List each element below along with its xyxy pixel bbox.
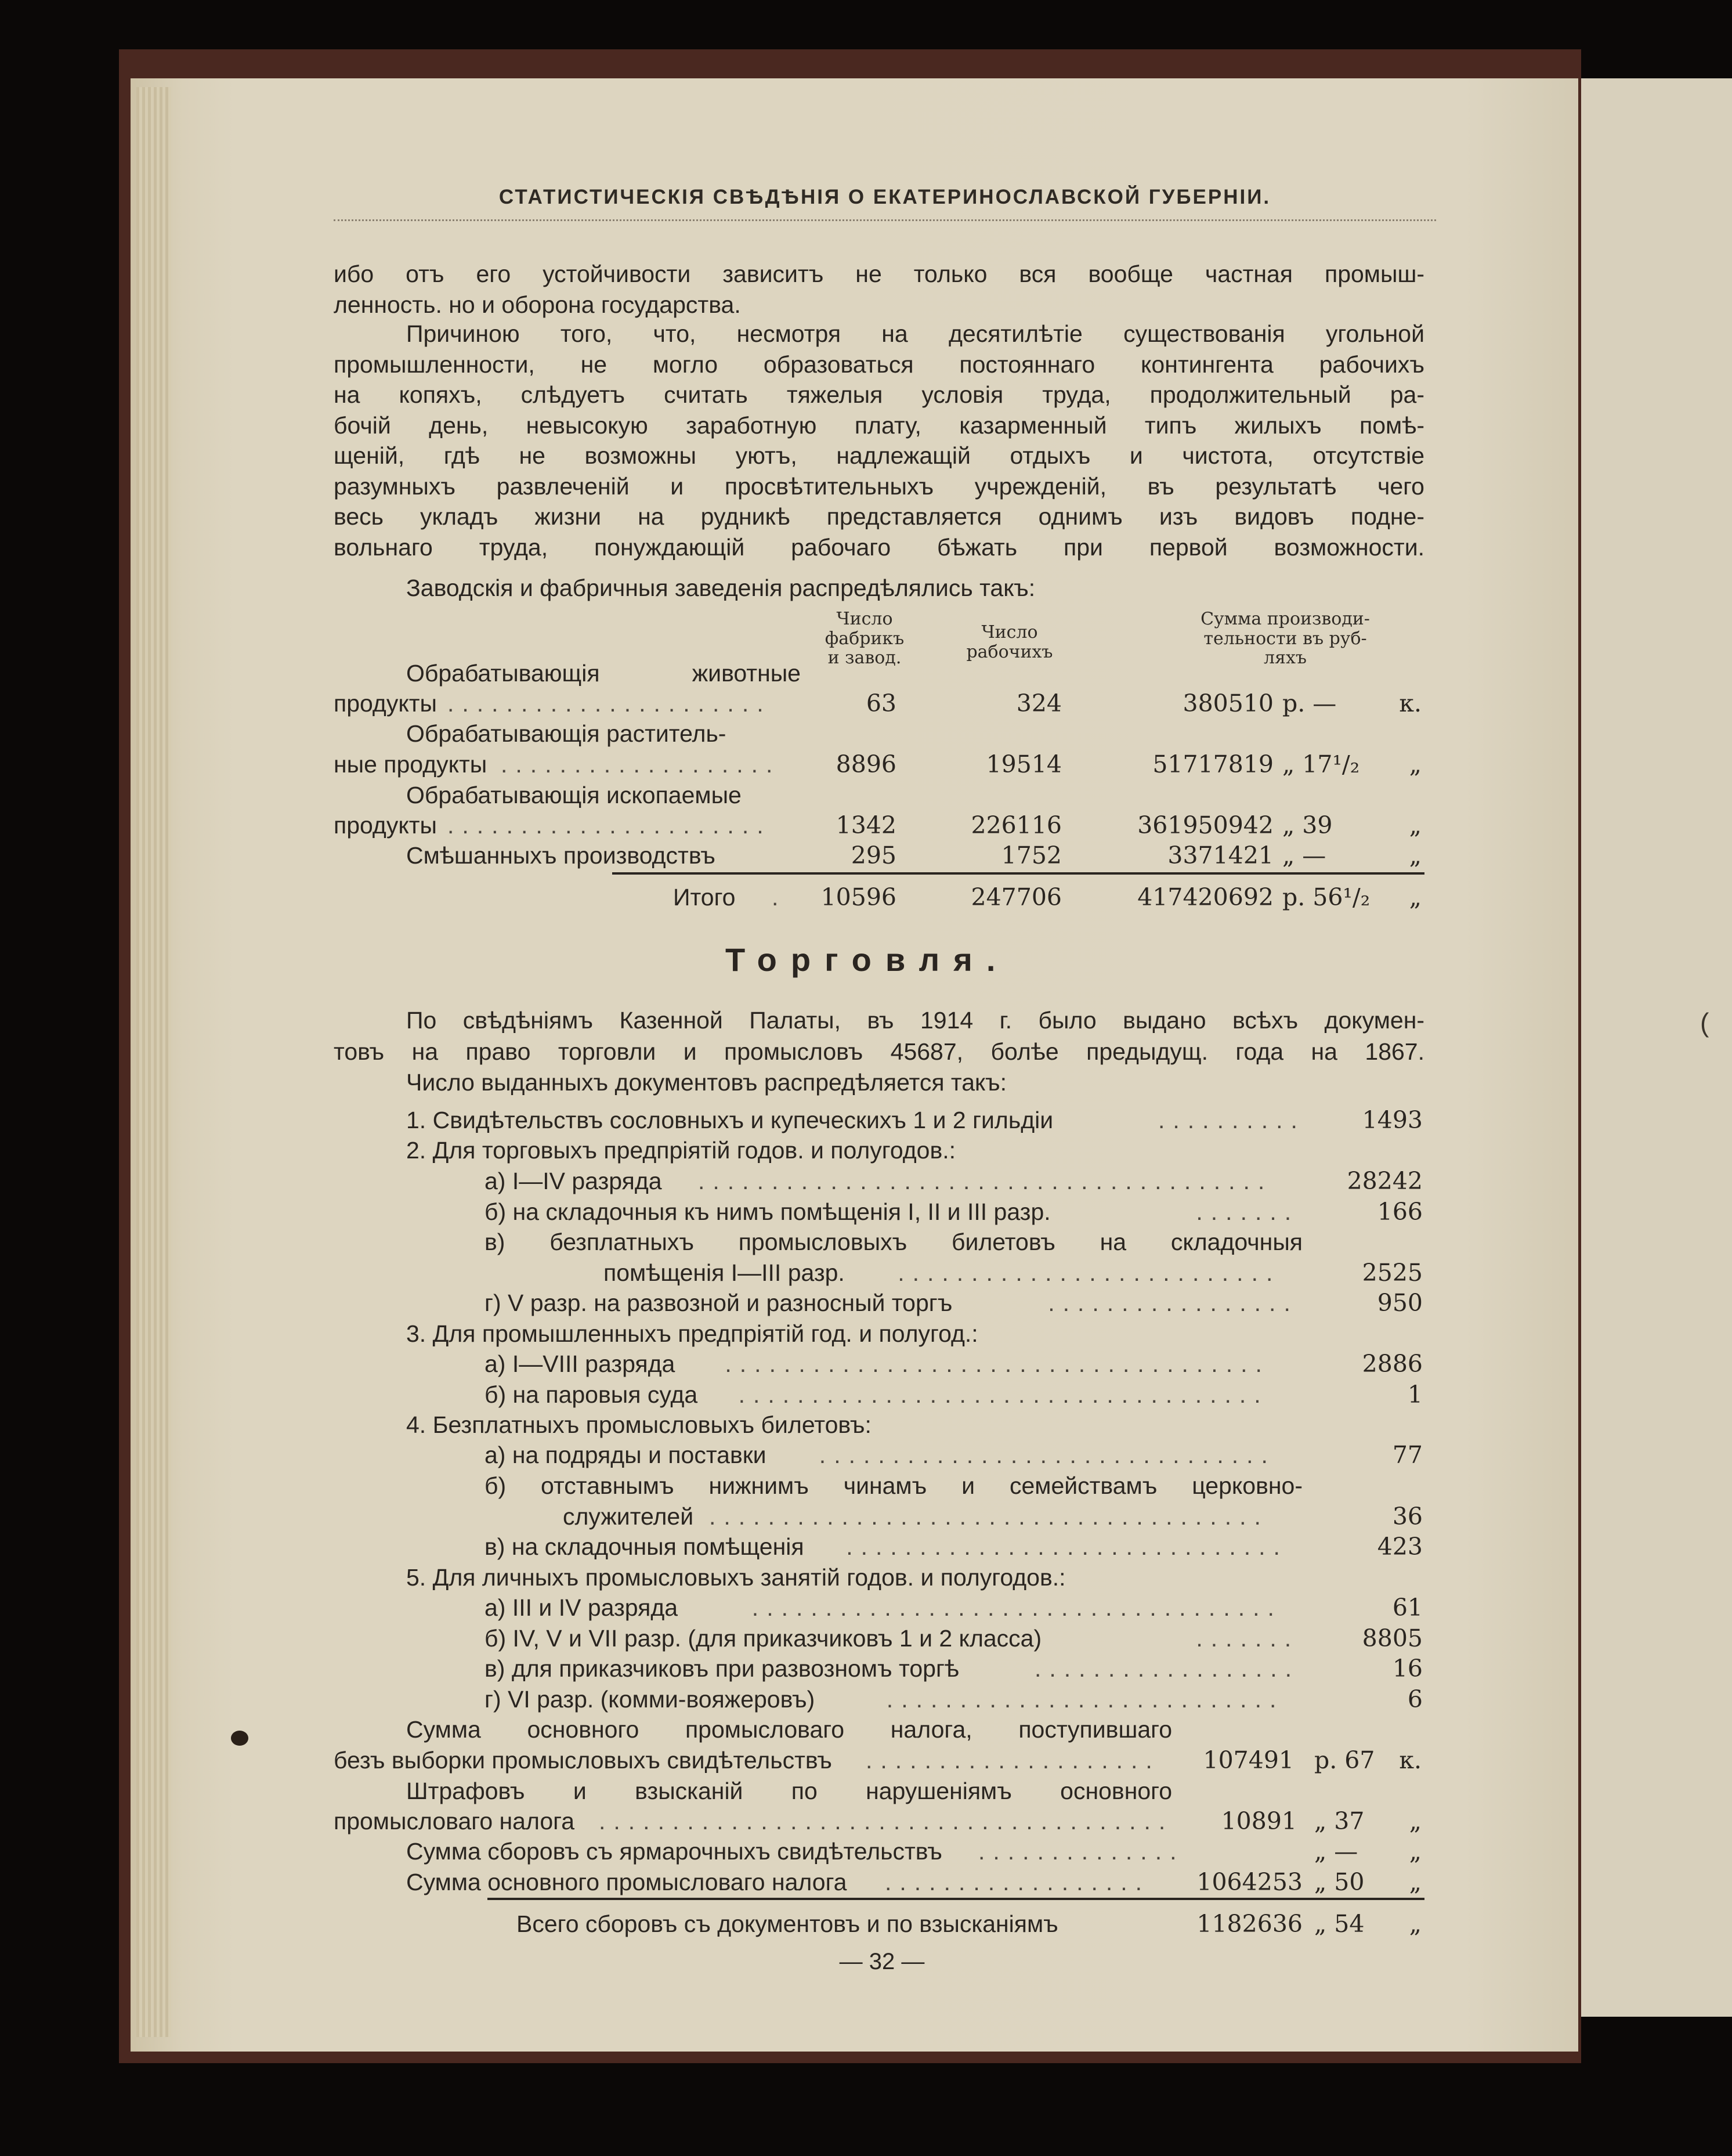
sum-rubles: 10891	[1221, 1807, 1297, 1835]
grand-total-rubles: 1182636	[1196, 1910, 1303, 1938]
dot-leader: ...........................	[886, 1688, 1285, 1711]
col-header-line: Число	[981, 622, 1038, 642]
cell-workers: 226116	[971, 811, 1062, 839]
list-item-value: 36	[1392, 1503, 1423, 1530]
sum-kop: „	[1409, 1807, 1422, 1835]
sum-rubles: 107491	[1203, 1746, 1294, 1774]
list-item-value: 423	[1377, 1533, 1423, 1561]
list-item-value: 1	[1407, 1381, 1423, 1409]
page-edge	[136, 87, 171, 2037]
dot-leader: .......	[1196, 1627, 1300, 1651]
list-item: б) на складочныя къ нимъ помѣщенія I, II и III разр.	[484, 1198, 1051, 1225]
list-item-value: 61	[1392, 1594, 1423, 1621]
dot-leader: .................	[1048, 1291, 1299, 1315]
sum-label: безъ выборки промысловыхъ свидѣтельствъ	[334, 1747, 832, 1774]
paragraph-line: промышленности, не могло образоваться постояннаго контингента рабочихъ	[334, 351, 1424, 378]
row-label: Обрабатывающія ископаемые	[406, 782, 742, 808]
dot-leader: ..............	[978, 1840, 1185, 1864]
dot-leader: ..........................	[898, 1261, 1281, 1285]
sum-label: Сумма основного промысловаго налога, поступившаго	[406, 1716, 1172, 1743]
list-intro: Число выданныхъ документовъ распредѣляется такъ:	[406, 1069, 1007, 1096]
paragraph-line: товъ на право торговли и промысловъ 45687, болѣе предыдущ. года на 1867.	[334, 1038, 1424, 1065]
cell-workers: 324	[1016, 689, 1062, 717]
list-item: а) I—IV разряда	[484, 1168, 662, 1194]
sum-unit: „ 50	[1314, 1868, 1365, 1896]
col-header-line: фабрикъ	[825, 628, 905, 649]
row-label: Обрабатывающія раститель-	[406, 720, 726, 747]
list-item-value: 8805	[1362, 1624, 1423, 1652]
dot-leader: .....................................	[725, 1352, 1270, 1376]
col-header-line: Число	[836, 609, 893, 629]
row-label: Смѣшанныхъ производствъ	[406, 842, 715, 869]
list-item-value: 166	[1377, 1198, 1423, 1226]
total-unit: р. 56¹/₂	[1282, 883, 1371, 911]
sum-label: промысловаго налога	[334, 1808, 575, 1834]
cell-kop: „	[1409, 842, 1422, 869]
cell-workers: 19514	[986, 750, 1062, 778]
list-item: в) для приказчиковъ при развозномъ торгѣ	[484, 1655, 960, 1682]
dot-leader: ..........	[1158, 1108, 1306, 1132]
list-item-value: 6	[1407, 1685, 1423, 1713]
paragraph-line: ибо отъ его устойчивости зависитъ не только вся вообще частная промыш-	[334, 261, 1424, 287]
list-item: б) на паровыя суда	[484, 1381, 698, 1408]
dot-leader: ..............................	[846, 1535, 1288, 1559]
cell-rubles: 361950942	[1137, 811, 1274, 839]
cell-kop: „	[1409, 811, 1422, 839]
dot-leader: .......................................	[599, 1810, 1174, 1833]
list-item-value: 16	[1392, 1655, 1423, 1682]
dot-leader: ......................	[447, 692, 772, 716]
dot-leader: ...................	[501, 753, 781, 777]
list-item: г) V разр. на развозной и разносный торгъ	[484, 1290, 953, 1316]
list-item: помѣщенія I—III разр.	[603, 1259, 845, 1286]
sum-label: Сумма основного промысловаго налога	[406, 1869, 847, 1895]
list-item: в) безплатныхъ промысловыхъ билетовъ на складочныя	[484, 1229, 1303, 1255]
list-item: а) III и IV разряда	[484, 1594, 678, 1621]
list-item: г) VI разр. (комми-вояжеровъ)	[484, 1686, 815, 1713]
list-item-value: 28242	[1347, 1167, 1423, 1195]
row-label: продукты	[334, 812, 437, 839]
sum-kop: к.	[1399, 1746, 1422, 1774]
list-item-value: 2886	[1362, 1350, 1423, 1378]
dot-leader: ...............................	[819, 1443, 1276, 1467]
sum-unit: р. 67	[1314, 1746, 1375, 1774]
grand-total-unit: „ 54	[1314, 1910, 1365, 1938]
sum-kop: „	[1409, 1837, 1422, 1865]
paragraph-line: вольнаго труда, понуждающій рабочаго бѣжать при первой возможности.	[334, 533, 1424, 561]
col-header-line: Сумма производи-	[1201, 609, 1370, 629]
total-label: Итого	[673, 884, 736, 911]
sum-rule	[487, 1898, 1424, 1900]
list-item: а) на подряды и поставки	[484, 1442, 766, 1468]
paragraph-line: бочій день, невысокую заработную плату, казарменный типъ жилыхъ помѣ-	[334, 411, 1424, 439]
sum-label: Штрафовъ и взысканій по нарушеніямъ основного	[406, 1778, 1172, 1804]
dot-leader: ......................................	[709, 1505, 1269, 1529]
sum-unit: „ 37	[1314, 1807, 1365, 1835]
cell-factories: 295	[851, 842, 896, 869]
table-rule	[612, 872, 1424, 875]
dot-leader: ..................	[1035, 1657, 1300, 1681]
running-header: СТАТИСТИЧЕСКІЯ СВѢДѢНІЯ О ЕКАТЕРИНОСЛАВСКОЙ ГУБЕРНІИ.	[498, 186, 1271, 208]
paragraph-line: Причиною того, что, несмотря на десятилѣтіе существованія угольной	[406, 320, 1424, 347]
col-header-factories	[807, 609, 923, 668]
col-header-line: и завод.	[827, 648, 902, 669]
col-header-line: тельности въ руб-	[1203, 628, 1367, 649]
dot-leader: ......................	[447, 814, 772, 837]
cell-workers: 1752	[1001, 842, 1062, 869]
dot-leader: .......	[1196, 1200, 1300, 1224]
total-workers: 247706	[971, 883, 1062, 911]
cell-factories: 1342	[836, 811, 896, 839]
paragraph-line: разумныхъ развлеченій и просвѣтительныхъ учрежденій, въ результатѣ чего	[334, 472, 1424, 500]
total-factories: 10596	[820, 883, 896, 911]
total-rubles: 417420692	[1137, 883, 1274, 911]
list-item: б) IV, V и VII разр. (для приказчиковъ 1 и 2 класса)	[484, 1625, 1042, 1652]
total-kop: „	[1409, 883, 1422, 911]
sum-kop: „	[1409, 1868, 1422, 1896]
col-header-output	[1149, 609, 1422, 668]
header-rule	[334, 219, 1436, 221]
cell-unit: „ —	[1282, 842, 1326, 869]
sum-label: Сумма сборовъ съ ярмарочныхъ свидѣтельствъ	[406, 1838, 942, 1865]
list-item-value: 77	[1392, 1441, 1423, 1469]
dot-leader: .......................................	[698, 1169, 1273, 1193]
list-item: 5. Для личныхъ промысловыхъ занятій годов. и полугодов.:	[406, 1564, 1066, 1591]
ink-stain	[231, 1731, 248, 1746]
list-item: б) отставнымъ нижнимъ чинамъ и семействамъ церковно-	[484, 1472, 1303, 1499]
list-item: 2. Для торговыхъ предпріятій годов. и полугодов.:	[406, 1137, 956, 1164]
cell-rubles: 380510	[1183, 689, 1274, 717]
list-item: служителей	[563, 1503, 694, 1530]
sum-unit: „ —	[1314, 1837, 1358, 1865]
cell-rubles: 51717819	[1152, 750, 1274, 778]
list-item-value: 950	[1377, 1289, 1423, 1317]
paragraph-line: По свѣдѣніямъ Казенной Палаты, въ 1914 г. было выдано всѣхъ докумен-	[406, 1007, 1424, 1034]
list-item-value: 1493	[1362, 1106, 1423, 1134]
col-header-line: рабочихъ	[966, 641, 1053, 662]
list-item: 3. Для промышленныхъ предпріятій год. и полугод.:	[406, 1320, 978, 1347]
paragraph-line: ленность. но и оборона государства.	[334, 291, 741, 318]
dot-leader: ....................................	[738, 1383, 1269, 1407]
list-item-value: 2525	[1362, 1259, 1423, 1287]
sum-rubles: 1064253	[1196, 1868, 1303, 1896]
facing-page: (	[1581, 78, 1732, 2017]
cell-unit: „ 39	[1282, 811, 1333, 839]
list-item: 1. Свидѣтельствъ сословныхъ и купеческихъ 1 и 2 гильдіи	[406, 1107, 1054, 1133]
row-label: продукты	[334, 690, 437, 717]
dot-leader: ....................	[866, 1749, 1160, 1772]
dot-leader: .	[772, 884, 787, 911]
cell-kop: к.	[1399, 689, 1422, 717]
cell-unit: р. —	[1282, 689, 1337, 717]
list-item: в) на складочныя помѣщенія	[484, 1533, 804, 1560]
dot-leader: ....................................	[751, 1596, 1282, 1620]
paragraph-line: на копяхъ, слѣдуетъ считать тяжелыя условія труда, продолжительный ра-	[334, 381, 1424, 408]
section-title: Торговля.	[725, 941, 1010, 978]
page-number: — 32 —	[839, 1949, 925, 1974]
cell-factories: 8896	[836, 750, 896, 778]
cell-rubles: 3371421	[1167, 842, 1274, 869]
row-label: Обрабатывающія животные	[406, 660, 801, 687]
list-item: 4. Безплатныхъ промысловыхъ билетовъ:	[406, 1411, 872, 1438]
cell-unit: „ 17¹/₂	[1282, 750, 1360, 778]
col-header-workers	[952, 623, 1068, 662]
grand-total-kop: „	[1409, 1910, 1422, 1938]
paragraph-line: щеній, гдѣ не возможны уютъ, надлежащій отдыхъ и чистота, отсутствіе	[334, 442, 1424, 469]
dot-leader: ..................	[885, 1870, 1151, 1894]
paragraph-line: весь укладъ жизни на рудникѣ представляется однимъ изъ видовъ подне-	[334, 503, 1424, 530]
col-header-line: ляхъ	[1264, 648, 1307, 669]
list-item: а) I—VIII разряда	[484, 1350, 675, 1377]
cell-factories: 63	[866, 689, 896, 717]
cell-kop: „	[1409, 750, 1422, 778]
table-intro: Заводскія и фабричныя заведенія распредѣлялись такъ:	[406, 575, 1036, 601]
grand-total-label: Всего сборовъ съ документовъ и по взысканіямъ	[516, 1911, 1058, 1937]
row-label: ные продукты	[334, 751, 487, 778]
